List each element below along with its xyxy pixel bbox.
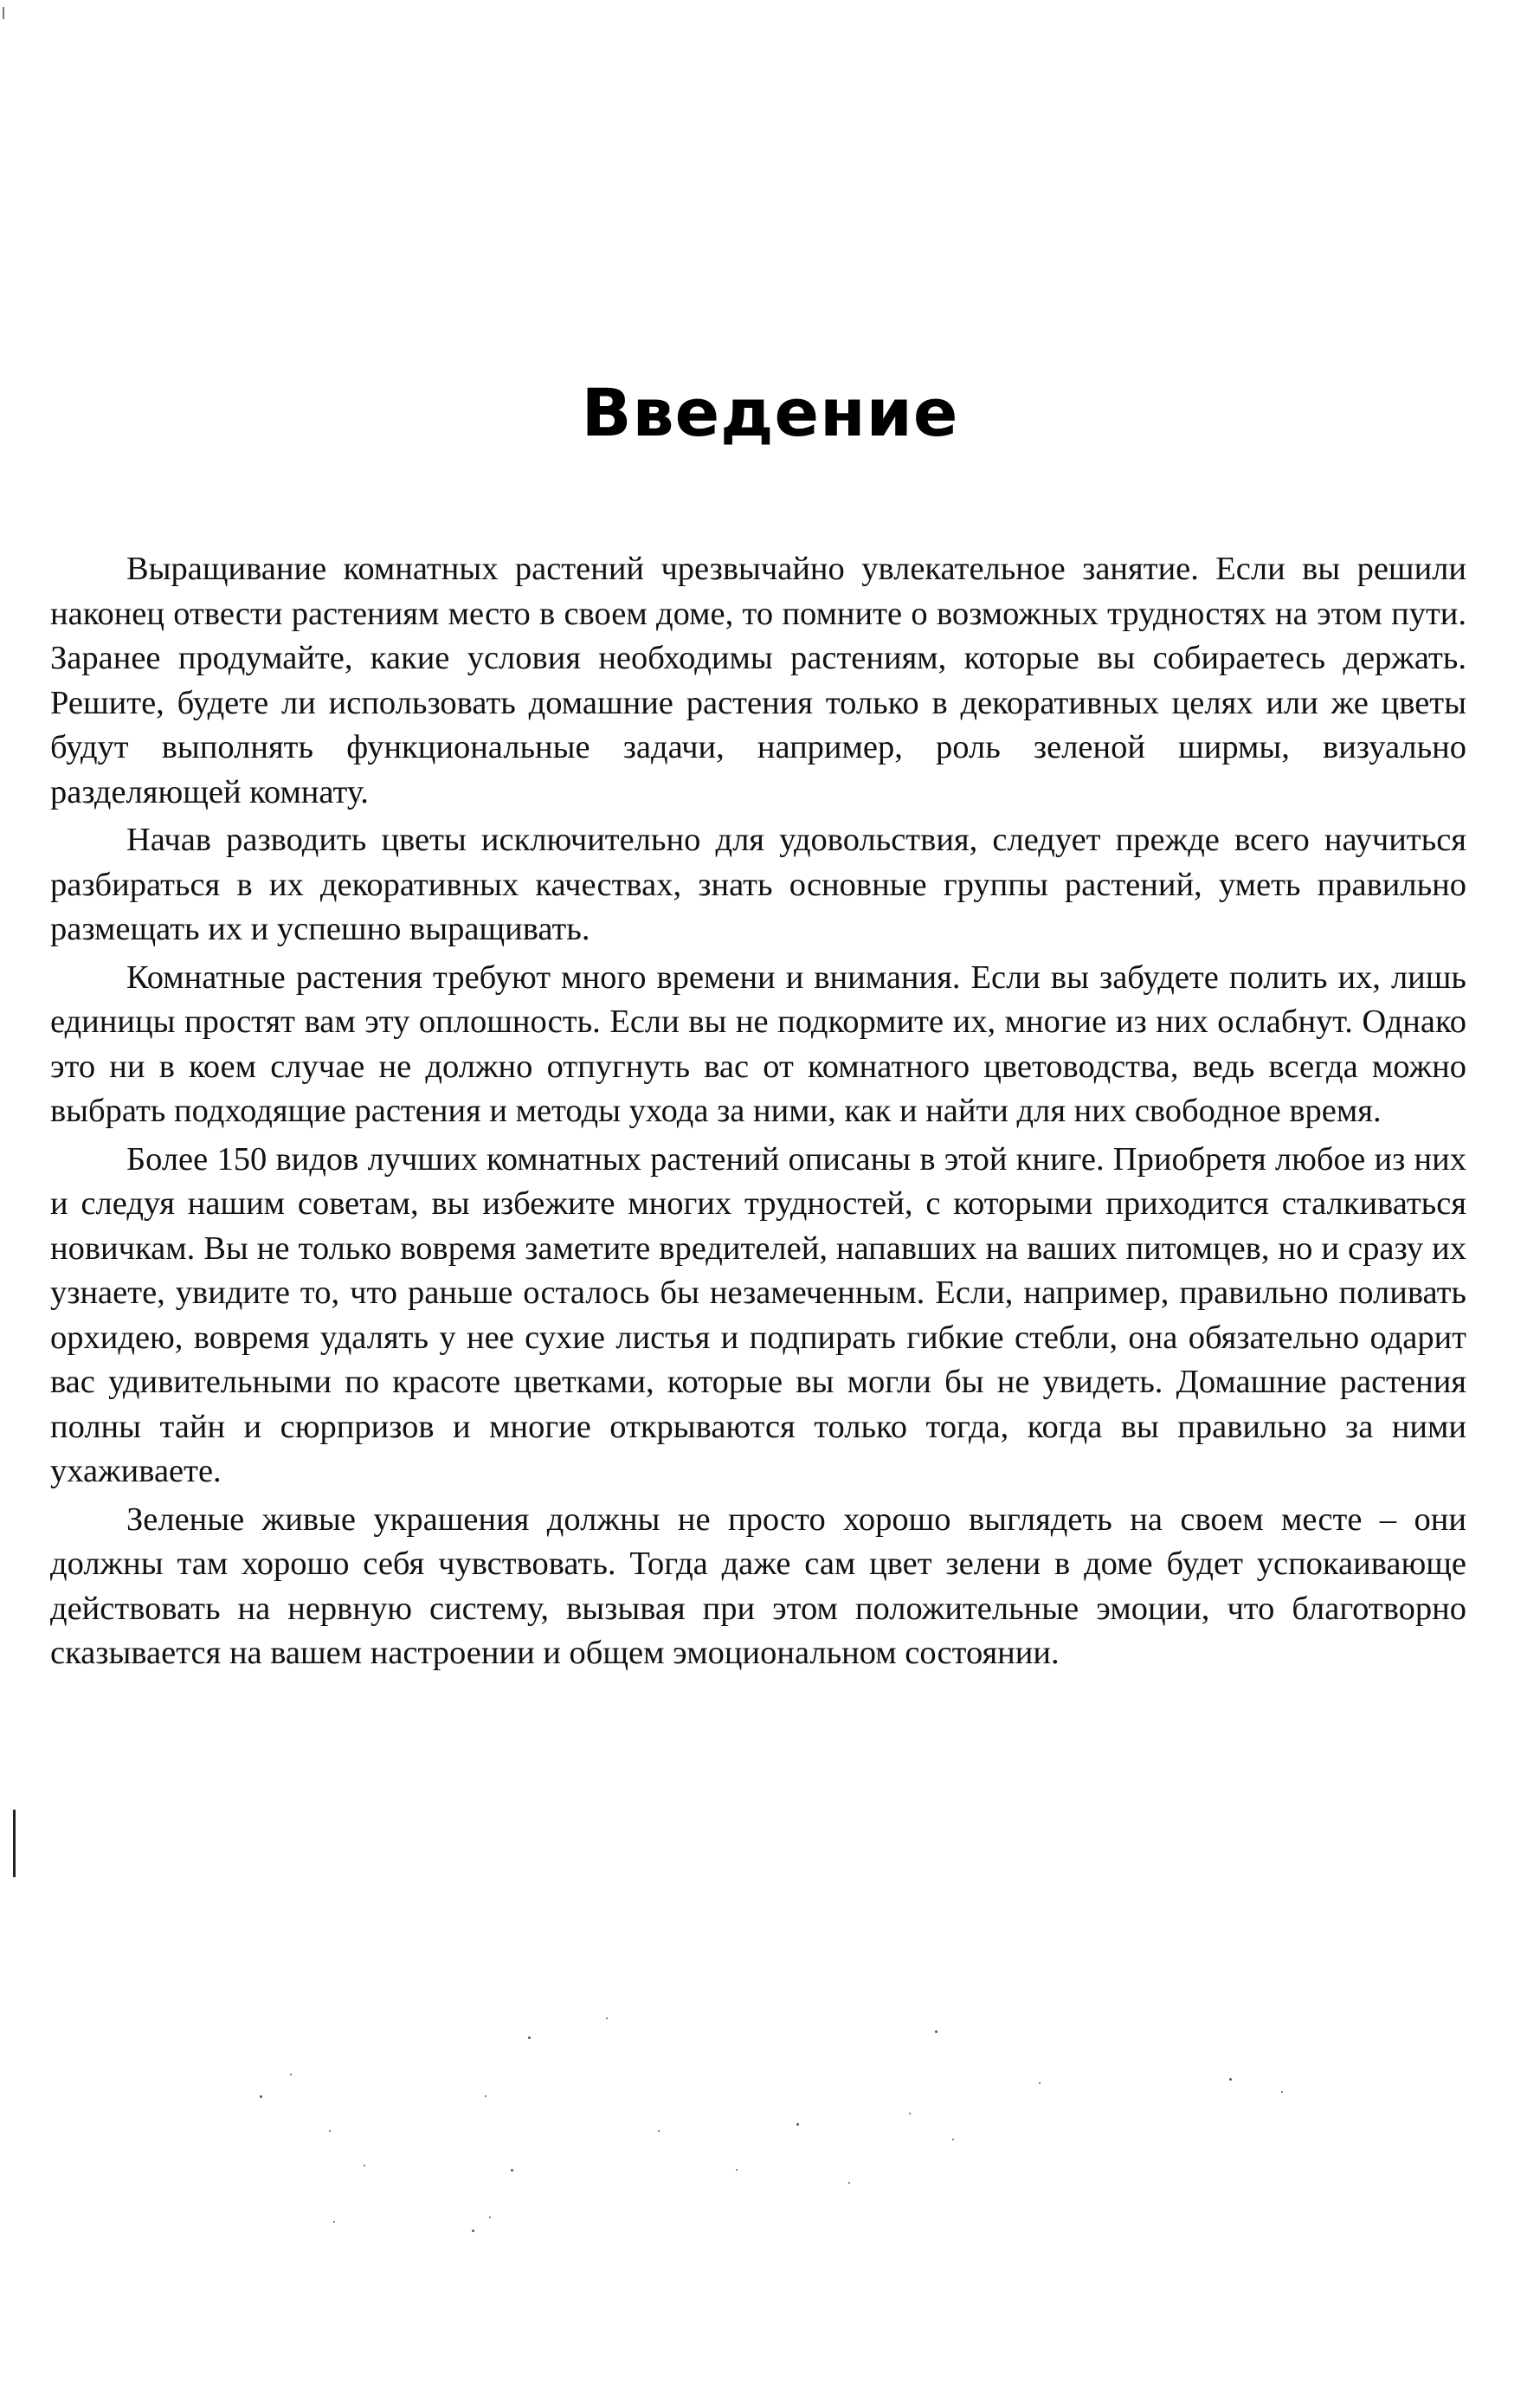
speckle	[290, 2074, 292, 2075]
speckle	[489, 2217, 491, 2218]
paragraph-2: Начав разводить цветы исключительно для удовольствия, следует прежде всего научиться разбираться в их декоративных качествах, знать основные группы растений, уметь правильно размещать их и успешно выращивать.	[50, 822, 1466, 947]
margin-mark	[13, 1810, 16, 1877]
speckle	[909, 2113, 911, 2114]
paragraph-4: Более 150 видов лучших комнатных растений описаны в этой книге. Приобретя любое из них и следуя нашим советам, вы избежите многих трудностей, с которыми приходится сталкиваться новичкам. Вы не только вовремя заметите вредителей, напавших на ваших питомцев, но и сразу их узнаете, увидите то, что раньше осталось бы незамеченным. Если, например, правильно поливать орхидею, вовремя удалять у нее сухие листья и подпирать гибкие стебли, она обязательно одарит вас удивительными по красоте цветками, которые вы могли бы не увидеть. Домашние растения полны тайн и сюрпризов и многие открываются только тогда, когда вы правильно за ними ухаживаете.	[50, 1140, 1466, 1489]
speckle	[329, 2130, 331, 2132]
speckle	[1281, 2091, 1283, 2093]
speckle	[658, 2130, 660, 2132]
speckle	[952, 2139, 954, 2140]
paragraph-3: Комнатные растения требуют много времени и внимания. Если вы забудете полить их, лишь единицы простят вам эту оплошность. Если вы не подкормите их, многие из них ослабнут. Однако это ни в коем случае не должно отпугнуть вас от комнатного цветоводства, ведь всегда можно выбрать подходящие растения и методы ухода за ними, как и найти для них свободное время.	[50, 958, 1466, 1129]
speckle	[1039, 2082, 1041, 2084]
speckle	[935, 2030, 938, 2033]
speckle	[511, 2169, 513, 2172]
speckle	[606, 2017, 608, 2019]
paragraph-5: Зеленые живые украшения должны не просто хорошо выглядеть на своем месте – они должны там хорошо себя чувствовать. Тогда даже сам цвет зелени в доме будет успокаивающе действовать на нервную систему, вызывая при этом положительные эмоции, что благотворно сказывается на вашем настроении и общем эмоциональном состоянии.	[50, 1501, 1466, 1671]
paragraph-1: Выращивание комнатных растений чрезвычайно увлекательное занятие. Если вы решили наконец отвести растениям место в своем доме, то помните о возможных трудностях на этом пути. Заранее продумайте, какие условия необходимы растениям, которые вы собираетесь держать. Решите, будете ли использовать домашние растения только в декоративных целях или же цветы будут выполнять функциональные задачи, например, роль зеленой ширмы, визуально разделяющей комнату.	[50, 551, 1466, 810]
speckle	[736, 2169, 738, 2171]
speckle	[364, 2165, 365, 2166]
speckle	[485, 2095, 486, 2097]
speckle	[528, 2036, 531, 2039]
speckle	[848, 2182, 850, 2184]
page-title: Введение	[581, 373, 959, 451]
speckle	[333, 2221, 335, 2223]
speckle	[260, 2095, 262, 2098]
scan-edge-tick	[3, 7, 4, 19]
speckle	[796, 2123, 799, 2126]
body-text	[50, 547, 1466, 1680]
speckle	[472, 2230, 474, 2232]
speckle	[1229, 2078, 1232, 2081]
